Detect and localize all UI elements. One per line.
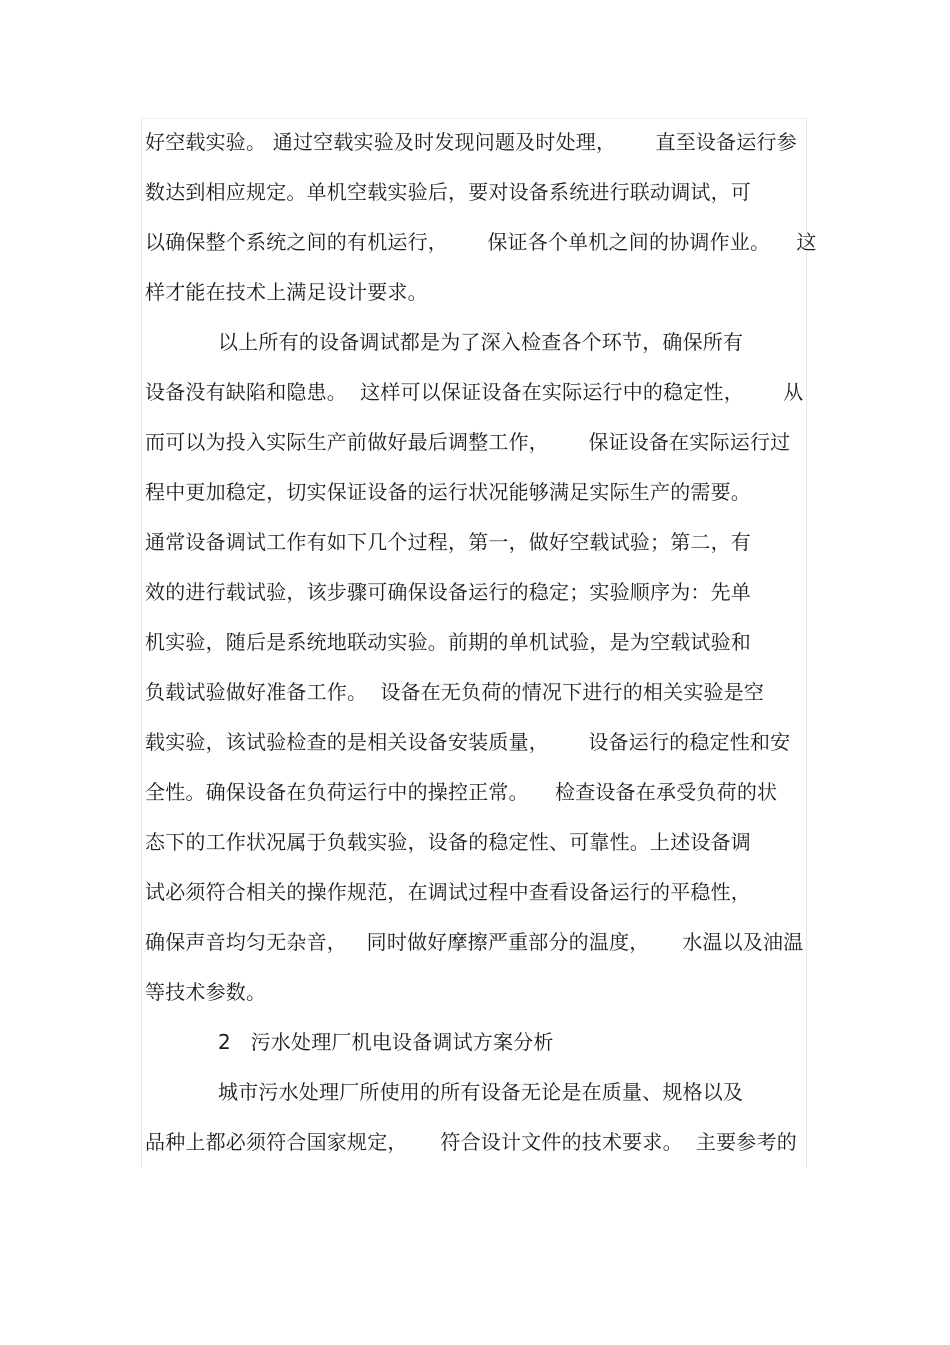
text-line: 态下的工作状况属于负载实验，设备的稳定性、可靠性。上述设备调 [145,830,751,854]
text-line: 数达到相应规定。单机空载实验后，要对设备系统进行联动调试，可 [145,180,751,204]
text-line: 载实验，该试验检查的是相关设备安装质量， 设备运行的稳定性和安 [145,730,791,754]
text-line: 通常设备调试工作有如下几个过程，第一，做好空载试验；第二，有 [145,530,751,554]
text-line: 好空载实验。 通过空载实验及时发现问题及时处理， 直至设备运行参 [145,130,797,154]
paragraph-first-line: 城市污水处理厂所使用的所有设备无论是在质量、规格以及 [218,1080,744,1104]
text-line: 机实验，随后是系统地联动实验。前期的单机试验，是为空载试验和 [145,630,751,654]
text-line: 效的进行载试验，该步骤可确保设备运行的稳定；实验顺序为：先单 [145,580,751,604]
text-line: 样才能在技术上满足设计要求。 [145,280,428,304]
text-line: 全性。确保设备在负荷运行中的操控正常。 检查设备在承受负荷的状 [145,780,778,804]
text-line: 以确保整个系统之间的有机运行， 保证各个单机之间的协调作业。 这 [145,230,817,254]
text-line: 等技术参数。 [145,980,267,1004]
text-line: 品种上都必须符合国家规定， 符合设计文件的技术要求。 主要参考的 [145,1130,797,1154]
text-line: 设备没有缺陷和隐患。 这样可以保证设备在实际运行中的稳定性， 从 [145,380,804,404]
text-line: 确保声音均匀无杂音， 同时做好摩擦严重部分的温度， 水温以及油温 [145,930,804,954]
paragraph-first-line: 以上所有的设备调试都是为了深入检查各个环节，确保所有 [218,330,744,354]
text-line: 而可以为投入实际生产前做好最后调整工作， 保证设备在实际运行过 [145,430,791,454]
text-line: 试必须符合相关的操作规范，在调试过程中查看设备运行的平稳性， [145,880,751,904]
text-line: 程中更加稳定，切实保证设备的运行状况能够满足实际生产的需要。 [145,480,751,504]
document-body [145,120,815,1170]
text-line: 负载试验做好准备工作。 设备在无负荷的情况下进行的相关实验是空 [145,680,765,704]
section-heading: 2 污水处理厂机电设备调试方案分析 [218,1030,554,1054]
